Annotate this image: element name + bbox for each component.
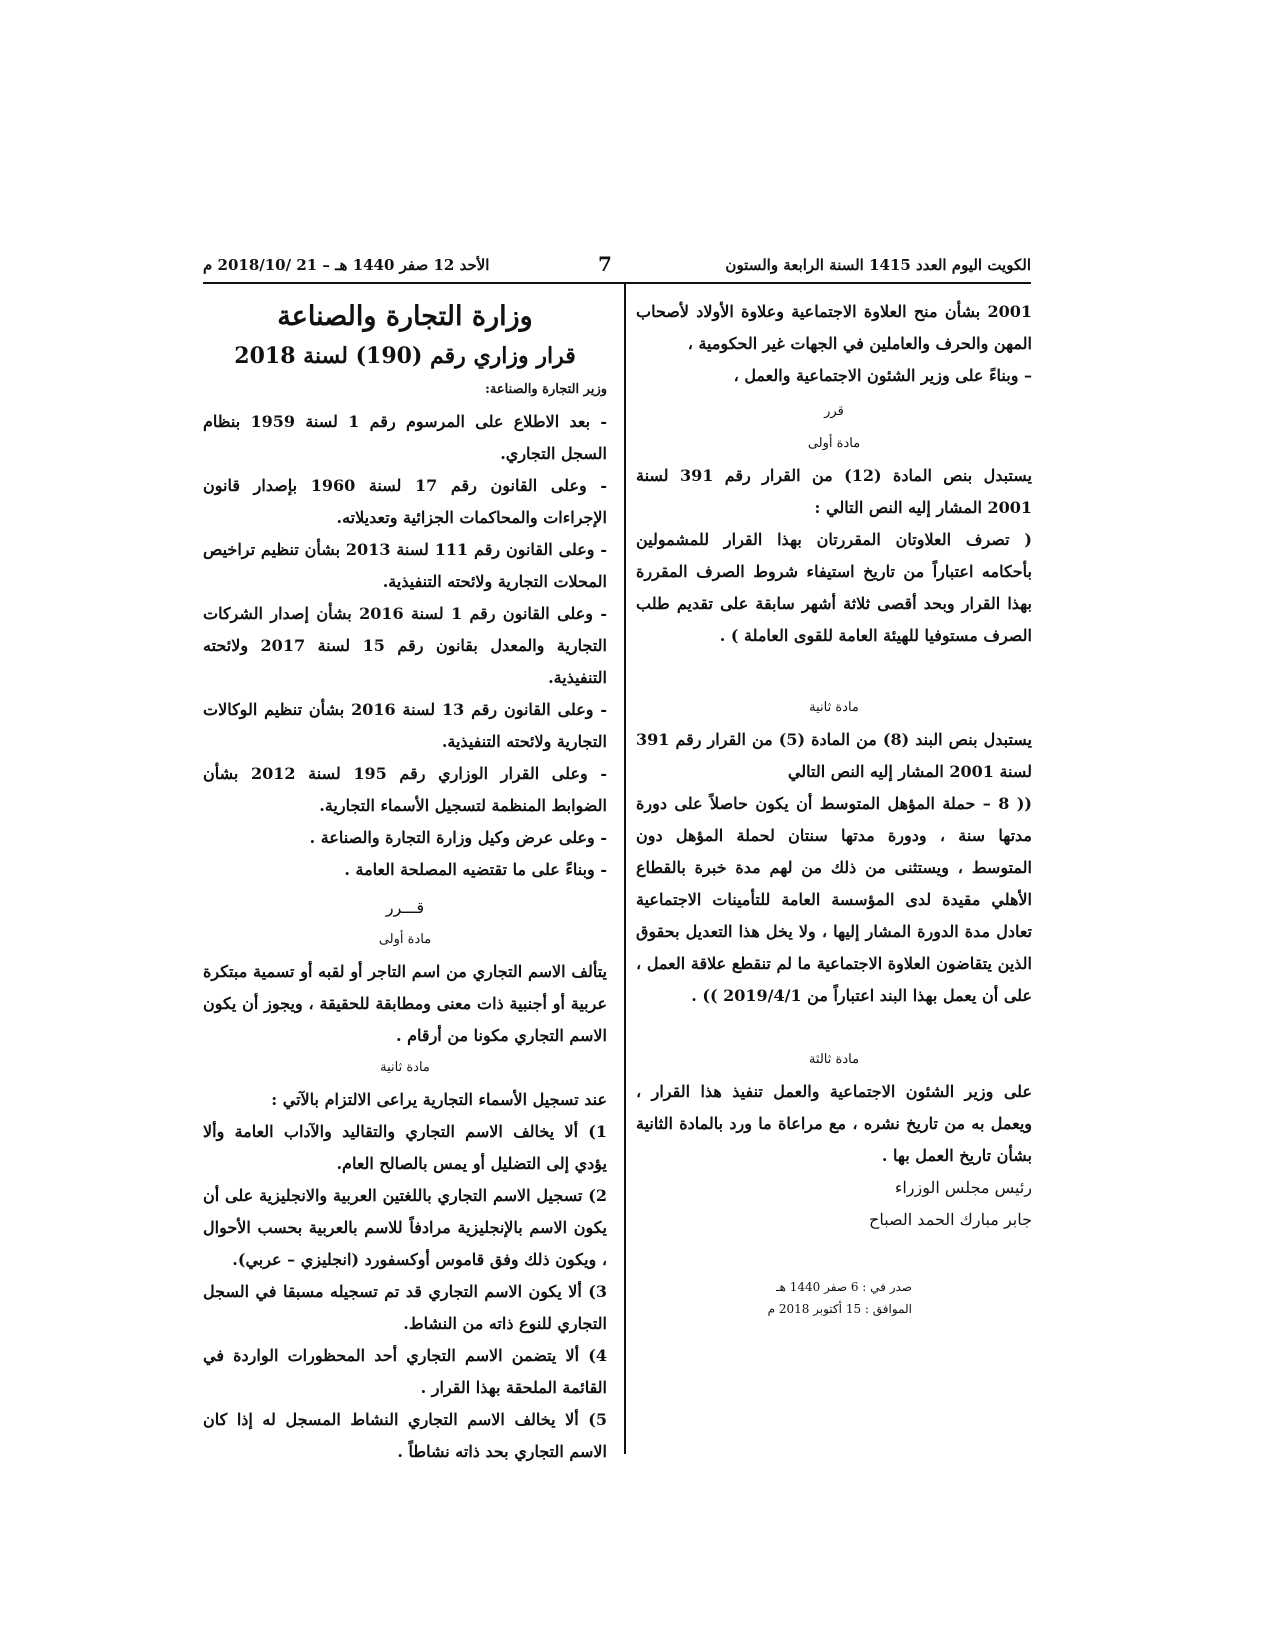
paragraph: – وبناءً على وزير الشئون الاجتماعية والعمل ، bbox=[733, 366, 1032, 385]
page-header bbox=[203, 252, 1031, 278]
article-text: يستبدل بنص المادة (12) من القرار رقم 391 لسنة 2001 المشار إليه النص التالي : bbox=[636, 466, 1032, 517]
decision-title: قرار وزاري رقم (190) لسنة 2018 bbox=[234, 343, 576, 369]
decided-heading: قـــرر bbox=[385, 898, 425, 917]
article-quote: ( تصرف العلاوتان المقررتان بهذا القرار للمشمولين بأحكامه اعتباراً من تاريخ استيفاء شروط الصرف المقررة بهذا القرار وبحد أقصى ثلاثة أشهر سابقة على تقديم طلب الصرف مستوفيا للهيئة العامة للقوى العاملة ) . bbox=[636, 530, 1032, 645]
signature-title: رئيس مجلس الوزراء bbox=[894, 1178, 1032, 1197]
recital: - وعلى القانون رقم 13 لسنة 2016 بشأن تنظيم الوكالات التجارية ولائحته التنفيذية. bbox=[203, 700, 607, 751]
issue-dates bbox=[636, 1276, 1032, 1320]
recital: - وعلى عرض وكيل وزارة التجارة والصناعة . bbox=[309, 828, 607, 847]
minister-line: وزير التجارة والصناعة: bbox=[485, 382, 607, 397]
article-quote: (( 8 – حملة المؤهل المتوسط أن يكون حاصلاً على دورة مدتها سنة ، ودورة مدتها سنتان لحملة المؤهل دون المتوسط ، ويستثنى من ذلك من لهم مدة خبرة بالقطاع الأهلي مقيدة لدى المؤسسة العامة للتأمينات الاجتماعية تعادل مدة الدورة المشار إليها ، ولا يخل هذا التعديل بحقوق الذين يتقاضون العلاوة الاجتماعية ما لم تنقطع علاقة العمل ، على أن يعمل بهذا البند اعتباراً من 2019/4/1 )) . bbox=[636, 794, 1032, 1005]
recital: - وعلى القانون رقم 111 لسنة 2013 بشأن تنظيم تراخيص المحلات التجارية ولائحته التنفيذية. bbox=[203, 540, 608, 591]
signature-name: جابر مبارك الحمد الصباح bbox=[868, 1210, 1032, 1229]
recital: - وعلى القانون رقم 1 لسنة 2016 بشأن إصدار الشركات التجارية والمعدل بقانون رقم 15 لسنة 2017 ولائحته التنفيذية. bbox=[203, 604, 608, 687]
decided-heading: قرر bbox=[824, 404, 844, 419]
right-column bbox=[636, 296, 1032, 1320]
header-issue: الكويت اليوم العدد 1415 السنة الرابعة والستون bbox=[725, 256, 1031, 274]
left-column bbox=[203, 296, 607, 1468]
recital: - وعلى القانون رقم 17 لسنة 1960 بإصدار قانون الإجراءات والمحاكمات الجزائية وتعديلاته. bbox=[203, 476, 607, 527]
article-title: مادة أولى bbox=[378, 932, 432, 947]
list-item: 4) ألا يتضمن الاسم التجاري أحد المحظورات الواردة في القائمة الملحقة بهذا القرار . bbox=[203, 1346, 607, 1397]
corresponding-date: الموافق : 15 أكتوبر 2018 م bbox=[767, 1302, 912, 1316]
header-divider bbox=[203, 282, 1031, 284]
article-title: مادة ثالثة bbox=[808, 1052, 860, 1067]
article-title: مادة ثانية bbox=[380, 1060, 430, 1075]
ministry-title: وزارة التجارة والصناعة bbox=[277, 301, 533, 332]
paragraph: 2001 بشأن منح العلاوة الاجتماعية وعلاوة الأولاد لأصحاب المهن والحرف والعاملين في الجهات غير الحكومية ، bbox=[636, 302, 1032, 353]
article-intro: عند تسجيل الأسماء التجارية يراعى الالتزام بالآتي : bbox=[271, 1090, 607, 1109]
recital: - وبناءً على ما تقتضيه المصلحة العامة . bbox=[344, 860, 607, 879]
list-item: 1) ألا يخالف الاسم التجاري والتقاليد والآداب العامة وألا يؤدي إلى التضليل أو يمس بالصالح العام. bbox=[203, 1122, 607, 1173]
list-item: 3) ألا يكون الاسم التجاري قد تم تسجيله مسبقا في السجل التجاري للنوع ذاته من النشاط. bbox=[203, 1282, 607, 1333]
issued-date: صدر في : 6 صفر 1440 هـ bbox=[776, 1280, 912, 1294]
article-text: يستبدل بنص البند (8) من المادة (5) من القرار رقم 391 لسنة 2001 المشار إليه النص التالي bbox=[636, 730, 1032, 781]
header-date: الأحد 12 صفر 1440 هـ – 21 /2018/10 م bbox=[203, 256, 490, 274]
list-item: 2) تسجيل الاسم التجاري باللغتين العربية والانجليزية على أن يكون الاسم بالإنجليزية مرادفاً للاسم بالعربية بحسب الأحوال ، ويكون ذلك وفق قاموس أوكسفورد (انجليزي – عربي). bbox=[203, 1186, 607, 1269]
recital: - بعد الاطلاع على المرسوم رقم 1 لسنة 1959 بنظام السجل التجاري. bbox=[203, 412, 607, 463]
list-item: 5) ألا يخالف الاسم التجاري النشاط المسجل له إذا كان الاسم التجاري بحد ذاته نشاطاً . bbox=[203, 1410, 607, 1461]
column-divider bbox=[624, 284, 626, 1454]
recital: - وعلى القرار الوزاري رقم 195 لسنة 2012 بشأن الضوابط المنظمة لتسجيل الأسماء التجارية. bbox=[203, 764, 607, 815]
article-text: على وزير الشئون الاجتماعية والعمل تنفيذ هذا القرار ، ويعمل به من تاريخ نشره ، مع مراعاة ما ورد بالمادة الثانية بشأن تاريخ العمل بها . bbox=[636, 1082, 1032, 1165]
article-title: مادة ثانية bbox=[809, 700, 859, 715]
article-text: يتألف الاسم التجاري من اسم التاجر أو لقبه أو تسمية مبتكرة عربية أو أجنبية ذات معنى ومطابقة للحقيقة ، ويجوز أن يكون الاسم التجاري مكونا من أرقام . bbox=[203, 962, 607, 1045]
page-number: 7 bbox=[598, 252, 612, 276]
article-title: مادة أولى bbox=[807, 436, 861, 451]
